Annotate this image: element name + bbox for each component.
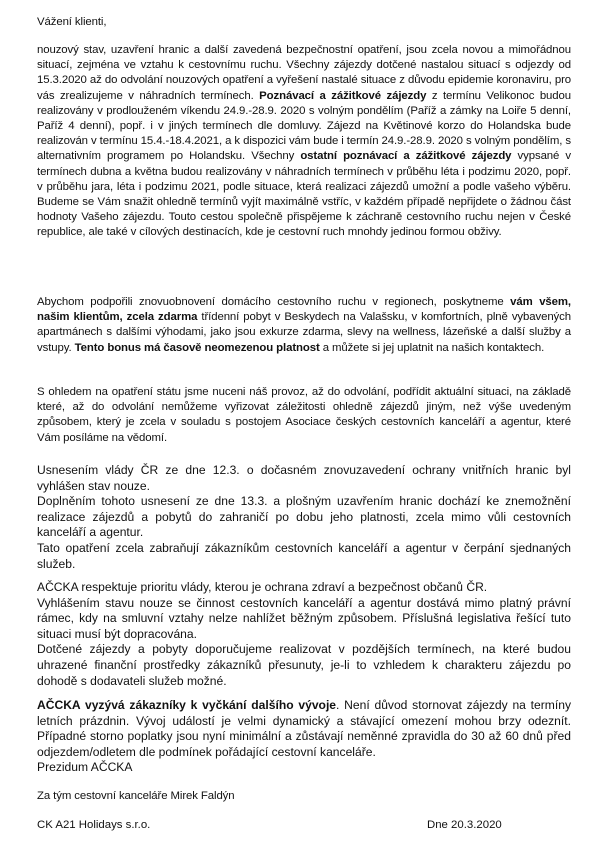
footer-company: CK A21 Holidays s.r.o. [37,819,151,831]
text-run: nouzový stav, uzavření hranic a další zavedená bezpečnostní opatření, jsou zcela novou a mimořádnou situací, zejména ve vztahu k cestovnímu ruchu. Všechny zájezdy dotčené nastalou situací s odjezdy od 15.3.2020 až do odvolání nouzových opatření a vyřešení nastalé situace z důvodu epidemie koronaviru, pro vás zrealizujeme v náhradních termínech. [37,44,571,102]
bold-run: vám všem, našim klientům, zcela zdarma [37,296,571,324]
accka-line: Dotčené zájezdy a pobyty doporučujeme realizovat v pozdějších termínech, na které budou uhrazené finanční prostředky zákazníků přesunuty, je-li to vzhledem k charakteru zájezdu po dohodě s dodavateli služeb možné. [37,642,571,688]
accka-signature: Prezidum AČCKA [37,760,133,775]
accka-line: AČCKA respektuje prioritu vlády, kterou je ochrana zdraví a bezpečnost občanů ČR. [37,580,488,594]
paragraph-operation-notice [37,385,571,446]
accka-line: Usnesením vlády ČR ze dne 12.3. o dočasném znovuzavedení ochrany vnitřních hranic byl vyhlášen stav nouze. [37,463,571,493]
accka-statement-priority [37,580,571,689]
text-run: vypsané v termínech dubna a května budou realizovány v náhradních termínech v průběhu léta i podzimu 2020, popř. v průběhu jara, léta i podzimu 2021, podle situace, která realizaci zájezdů umožní a podle vašeho výběru. Budeme se Vám snažit ohledně termínů vyjít maximálně vstříc, v každém případě nepřijdete o žádnou část hodnoty Vašeho zájezdu. Touto cestou společně přispějeme k záchraně cestovního ruchu nejen v České republice, ale také v cílových destinacích, kde je cestovní ruch mnohdy jedinou formou obživy. [37,150,571,239]
text-run: a můžete si jej uplatnit na našich kontaktech. [319,341,545,354]
text-run: třídenní pobyt v Beskydech na Valašsku, v komfortních, plně vybavených apartmánech s dalšími výhodami, jako jsou exkurze zdarma, slevy na wellness, lázeňské a další služby a vstupy. [37,311,571,354]
text-run: z termínu Velikonoc budou realizovány v prodlouženém víkendu 24.9.-28.9. 2020 s volným pondělím (Paříž a zámky na Loiře 5 denní, Paříž 4 denní), popř. i v jiných termínech dle domluvy. Zájezd na Květinové korzo do Holandska bude realizován v termínu 15.4.-18.4.2021, a k dispozici vám bude i termín 24.9.-28.9. 2020 s volným pondělím, s alternativním programem po Holandsku. Všechny [37,89,571,163]
signoff [37,789,571,804]
signoff-text: Za tým cestovní kanceláře Mirek Faldýn [37,790,235,802]
paragraph-operation-notice-text: S ohledem na opatření státu jsme nuceni náš provoz, až do odvolání, podřídit aktuální situaci, na základě které, až do odvolání nemůžeme vyřizovat záležitosti ohledně zájezdů jiným, než výše uvedeným způsobem, který je zcela v souladu s postojem Asociace českých cestovních kanceláří a agentur, které Vám posíláme na vědomí. [37,386,571,444]
greeting-text: Vážení klienti, [37,16,107,28]
accka-call-to-wait [37,698,571,776]
accka-line: Tato opatření zcela zabraňují zákazníkům cestovních kanceláří a agentur v čerpání sjednaných služeb. [37,540,571,571]
accka-line: Vyhlášením stavu nouze se činnost cestovních kanceláří a agentur dostává mimo platný právní rámec, kdy na smluvní vztahy nelze nahlížet běžným způsobem. Příslušná legislativa řešící tuto situaci musí být dopracována. [37,595,571,641]
paragraph-bonus-stay-text [37,295,571,356]
bold-run: Poznávací a zážitkové zájezdy [259,89,427,102]
text-run: . Není důvod stornovat zájezdy na termíny letních prázdnin. Vývoj událostí je velmi dynamický a stávající omezení mohou brzy odeznít. Případné storno poplatky jsou nyní minimální a zůstávají neměnné zpravidla do 30 až 60 dnů před odjezdem/odletem dle podmínek pořádající cestovní kanceláře. [37,698,571,759]
paragraph-bonus-stay [37,295,571,356]
paragraph-alternative-dates [37,43,571,241]
bold-run: ostatní poznávací a zážitkové zájezdy [300,150,512,163]
paragraph-alternative-dates-text [37,43,571,241]
accka-line: Doplněním tohoto usnesení ze dne 13.3. a plošným uzavřením hranic dochází ke znemožnění realizace zájezdů a pobytů do zahraničí po dobu jeho platnosti, zcela mimo vůli cestovních kanceláří a agentur. [37,494,571,540]
greeting [37,15,571,30]
accka-statement-government [37,463,571,572]
accka-call-text [37,698,571,760]
bold-run: AČCKA vyzývá zákazníky k vyčkání dalšího vývoje [37,698,337,712]
text-run: Abychom podpořili znovuobnovení domácího cestovního ruchu v regionech, poskytneme [37,296,511,308]
footer-date: Dne 20.3.2020 [427,819,502,831]
bold-run: Tento bonus má časově neomezenou platnost [74,341,320,354]
